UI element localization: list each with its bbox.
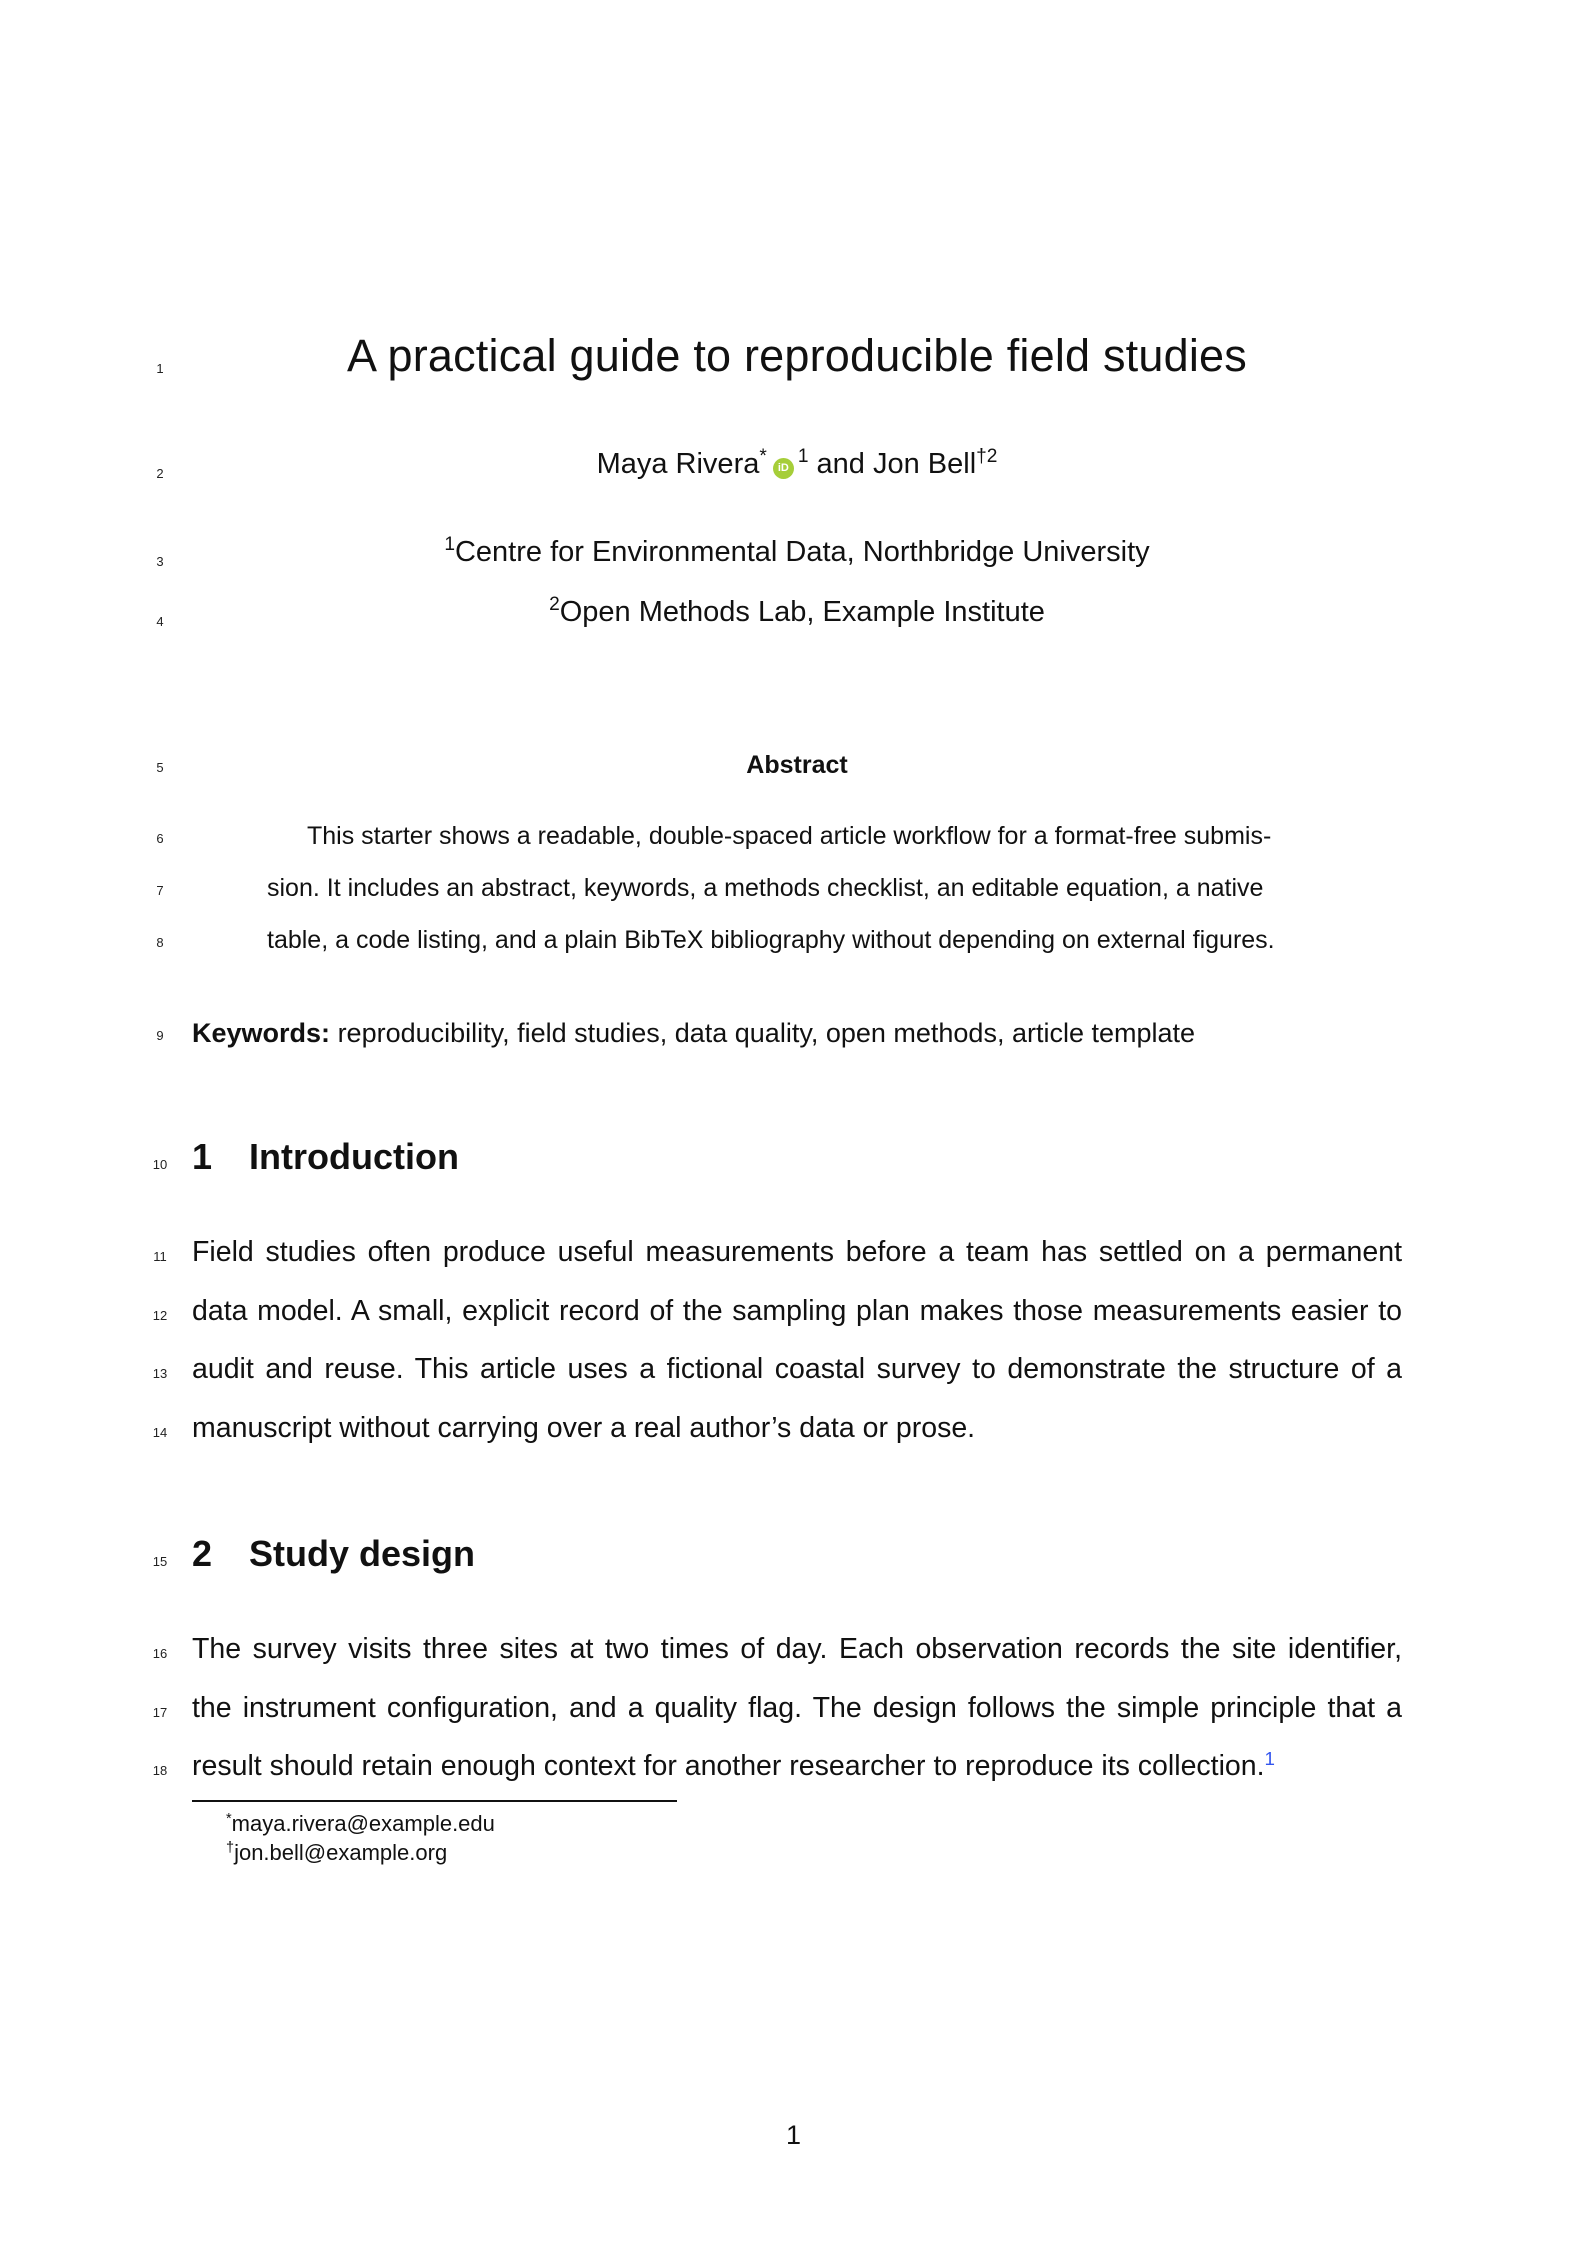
line-number: 4	[156, 614, 164, 629]
line-number: 1	[156, 361, 164, 376]
line-number: 14	[152, 1425, 168, 1440]
section-title: Introduction	[249, 1136, 459, 1177]
line-number: 17	[152, 1705, 168, 1720]
body-line: manuscript without carrying over a real author’s data or prose.	[192, 1412, 976, 1444]
line-number: 5	[156, 760, 164, 775]
abstract-line-text: sion. It includes an abstract, keywords, a methods checklist, an editable equation, a native	[267, 874, 1264, 902]
body-line: Field studies often produce useful measurements before a team has settled on a permanent	[192, 1236, 1402, 1268]
section-title: Study design	[249, 1533, 476, 1574]
affiliation-text: Centre for Environmental Data, Northbridge University	[454, 536, 1150, 568]
footnote-link[interactable]: 1	[1264, 1747, 1276, 1769]
body-line-text: result should retain enough context for another researcher to reproduce its collection.	[192, 1750, 1265, 1782]
line-number: 16	[152, 1646, 168, 1661]
keywords-text: reproducibility, field studies, data quality, open methods, article template	[337, 1018, 1196, 1048]
footnote-email[interactable]: jon.bell@example.org	[234, 1840, 448, 1865]
abstract-heading: Abstract	[746, 751, 848, 779]
line-number: 10	[152, 1157, 168, 1172]
section-heading	[192, 1533, 475, 1575]
footnote	[226, 1811, 495, 1837]
keywords-label: Keywords:	[192, 1018, 331, 1048]
section-number: 1	[192, 1136, 213, 1177]
abstract-line: This starter shows a readable, double-spaced article workflow for a format-free submis-	[307, 822, 1272, 850]
section-heading	[192, 1136, 459, 1178]
author-line	[192, 448, 1402, 481]
footnote-email[interactable]: maya.rivera@example.edu	[231, 1811, 495, 1836]
keywords	[192, 1018, 1195, 1049]
abstract-line: table, a code listing, and a plain BibTeX bibliography without depending on external figures.	[267, 926, 1275, 954]
body-line: data model. A small, explicit record of the sampling plan makes those measurements easier to	[192, 1295, 1402, 1327]
line-number: 3	[156, 554, 164, 569]
line-number: 18	[152, 1763, 168, 1778]
line-number: 15	[152, 1554, 168, 1569]
line-number: 6	[156, 831, 164, 846]
footnote-rule	[192, 1800, 677, 1802]
line-number: 13	[152, 1366, 168, 1381]
line-number: 12	[152, 1308, 168, 1323]
line-number: 11	[153, 1249, 167, 1264]
affiliation-number: 1	[444, 534, 455, 556]
body-line	[192, 1747, 1402, 1783]
footnote-mark: †	[226, 1840, 235, 1857]
affiliation	[192, 596, 1402, 629]
affiliation	[192, 536, 1402, 569]
author-conjunction: and	[816, 448, 865, 480]
footnote	[226, 1840, 447, 1866]
line-number: 7	[156, 883, 164, 898]
page-number: 1	[785, 2120, 802, 2150]
author-name: Jon Bell	[872, 448, 977, 480]
affiliation-number: 2	[549, 594, 560, 616]
affiliation-mark: 1	[797, 446, 809, 468]
affiliation-text: Open Methods Lab, Example Institute	[559, 596, 1045, 628]
abstract-line	[267, 874, 1330, 903]
body-line: the instrument configuration, and a quality flag. The design follows the simple principle that a	[192, 1692, 1402, 1724]
line-number: 2	[156, 466, 164, 481]
line-number: 8	[156, 935, 164, 950]
body-line: audit and reuse. This article uses a fictional coastal survey to demonstrate the structure of a	[192, 1353, 1402, 1385]
body-line: The survey visits three sites at two times of day. Each observation records the site identifier,	[192, 1633, 1402, 1665]
paper-title: A practical guide to reproducible field studies	[347, 330, 1247, 381]
section-number: 2	[192, 1533, 213, 1574]
affiliation-mark: †2	[976, 446, 998, 468]
line-number: 9	[156, 1028, 164, 1043]
footnote-mark: *	[226, 1811, 232, 1828]
orcid-icon[interactable]: iD	[773, 458, 794, 479]
author-name: Maya Rivera	[596, 448, 760, 480]
corresponding-mark: *	[759, 446, 767, 468]
